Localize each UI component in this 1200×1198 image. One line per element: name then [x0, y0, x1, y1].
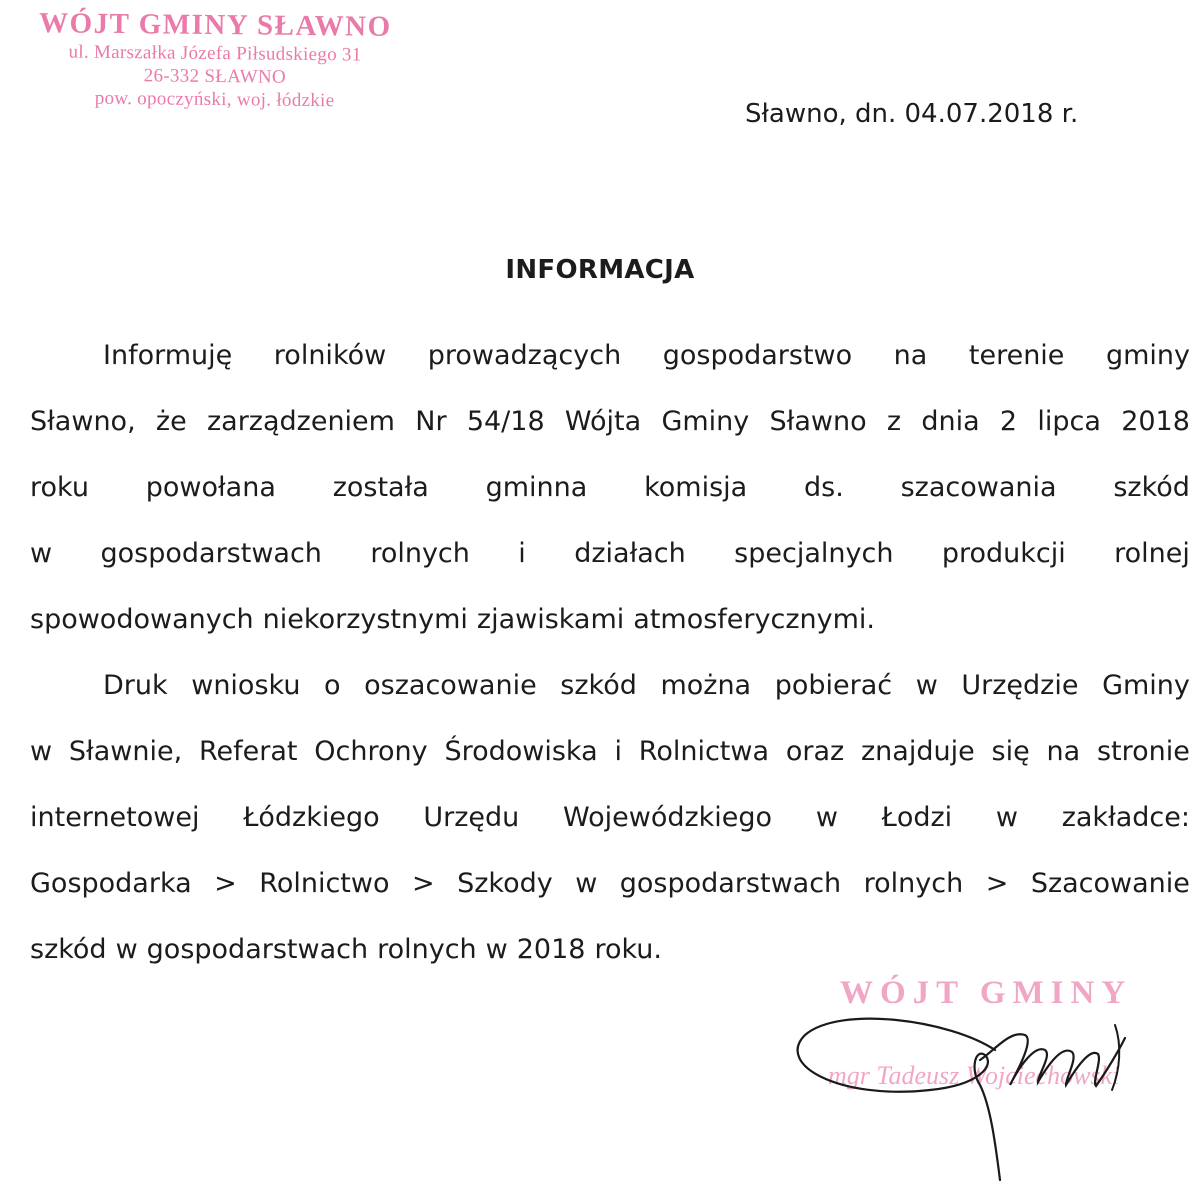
word: oszacowanie: [364, 670, 537, 701]
word: znajduje: [860, 736, 975, 767]
word: gospodarstwach: [619, 868, 842, 899]
word: Środowiska: [444, 736, 598, 767]
word: 2: [999, 406, 1018, 437]
word: działach: [574, 538, 686, 569]
word: szkód: [560, 670, 637, 701]
word: szacowania: [900, 472, 1057, 503]
word: >: [214, 868, 237, 899]
word: Łodzi: [881, 802, 953, 833]
word: Gminy: [661, 406, 750, 437]
stamp-region-line: pow. opoczyński, woj. łódzkie: [94, 87, 335, 112]
text-line: [30, 455, 1190, 521]
word: prowadzących: [427, 340, 622, 371]
word: w: [30, 736, 53, 767]
word: że: [155, 406, 187, 437]
word: stronie: [1096, 736, 1190, 767]
word: w: [915, 670, 938, 701]
word: Sławnie,: [68, 736, 183, 767]
word: Druk: [103, 670, 168, 701]
word: Gminy: [1102, 670, 1190, 701]
word: Ochrony: [314, 736, 428, 767]
word: atmosferycznymi.: [633, 604, 875, 635]
word: szkód: [1113, 472, 1190, 503]
text-line: [30, 389, 1190, 455]
word: gospodarstwach: [100, 538, 322, 569]
word: Łódzkiego: [243, 802, 380, 833]
text-line: [30, 851, 1190, 917]
word: lipca: [1037, 406, 1101, 437]
word: Szkody: [457, 868, 553, 899]
text-line: [30, 587, 1190, 653]
word: w: [815, 802, 838, 833]
word: na: [1046, 736, 1081, 767]
word: w: [485, 934, 508, 965]
handwritten-signature: [780, 990, 1160, 1190]
word: produkcji: [941, 538, 1066, 569]
word: została: [332, 472, 429, 503]
word: gospodarstwach: [146, 934, 369, 965]
word: spowodowanych: [30, 604, 254, 635]
word: Sławno,: [30, 406, 136, 437]
word: zjawiskami: [476, 604, 625, 635]
word: Nr: [415, 406, 447, 437]
word: Rolnictwa: [638, 736, 770, 767]
word: w: [575, 868, 598, 899]
word: dnia: [921, 406, 980, 437]
text-line: [30, 653, 1190, 719]
word: >: [411, 868, 435, 899]
word: roku: [30, 472, 89, 503]
word: zarządzeniem: [206, 406, 395, 437]
word: Urzędzie: [961, 670, 1079, 701]
word: Rolnictwo: [259, 868, 390, 899]
text-line: [30, 719, 1190, 785]
word: można: [660, 670, 752, 701]
word: Informuję: [103, 340, 233, 371]
word: powołana: [145, 472, 276, 503]
word: ds.: [804, 472, 844, 503]
word: w: [115, 934, 138, 965]
word: Urzędu: [423, 802, 520, 833]
stamp-postal-line: 26-332 SŁAWNO: [143, 65, 287, 88]
word: w: [30, 538, 53, 569]
header-address-stamp: [29, 6, 400, 113]
word: Wójta: [564, 406, 642, 437]
word: rolników: [273, 340, 387, 371]
stamp-title: WÓJT GMINY SŁAWNO: [38, 7, 392, 43]
word: rolnych: [377, 934, 477, 965]
word: gminna: [485, 472, 588, 503]
word: z: [886, 406, 902, 437]
word: szkód: [30, 934, 107, 965]
word: w: [995, 802, 1018, 833]
signature-stamp-name: mgr Tadeusz Wojciechowski: [828, 1061, 1120, 1090]
word: rolnej: [1114, 538, 1190, 569]
signature-stamp-title: WÓJT GMINY: [840, 975, 1133, 1011]
word: i: [518, 538, 526, 569]
word: internetowej: [30, 802, 200, 833]
word: Wojewódzkiego: [563, 802, 773, 833]
word: gminy: [1105, 340, 1190, 371]
word: terenie: [968, 340, 1065, 371]
word: rolnych: [863, 868, 964, 899]
word: wniosku: [191, 670, 301, 701]
word: >: [985, 868, 1009, 899]
word: się: [991, 736, 1030, 767]
word: rolnych: [370, 538, 470, 569]
word: oraz: [785, 736, 845, 767]
document-date: Sławno, dn. 04.07.2018 r.: [745, 99, 1079, 129]
word: niekorzystnymi: [262, 604, 468, 635]
word: i: [614, 736, 622, 767]
word: Gospodarka: [30, 868, 192, 899]
document-title: INFORMACJA: [505, 255, 695, 285]
document-body: [30, 323, 1190, 983]
word: pobierać: [774, 670, 893, 701]
text-line: [30, 785, 1190, 851]
word: specjalnych: [734, 538, 894, 569]
word: roku.: [594, 934, 662, 965]
word: 2018: [1121, 406, 1190, 437]
stamp-address-line: ul. Marszałka Józefa Piłsudskiego 31: [68, 41, 362, 66]
word: Sławno: [769, 406, 867, 437]
word: 2018: [516, 934, 586, 965]
word: Szacowanie: [1030, 868, 1190, 899]
text-line: [30, 521, 1190, 587]
text-line: [30, 323, 1190, 389]
word: o: [324, 670, 341, 701]
word: Referat: [198, 736, 298, 767]
paragraph-2: [30, 653, 1190, 983]
word: na: [893, 340, 928, 371]
word: komisja: [644, 472, 748, 503]
word: 54/18: [466, 406, 545, 437]
word: gospodarstwo: [662, 340, 853, 371]
text-line: [30, 917, 1190, 983]
paragraph-1: [30, 323, 1190, 653]
word: zakładce:: [1061, 802, 1190, 833]
